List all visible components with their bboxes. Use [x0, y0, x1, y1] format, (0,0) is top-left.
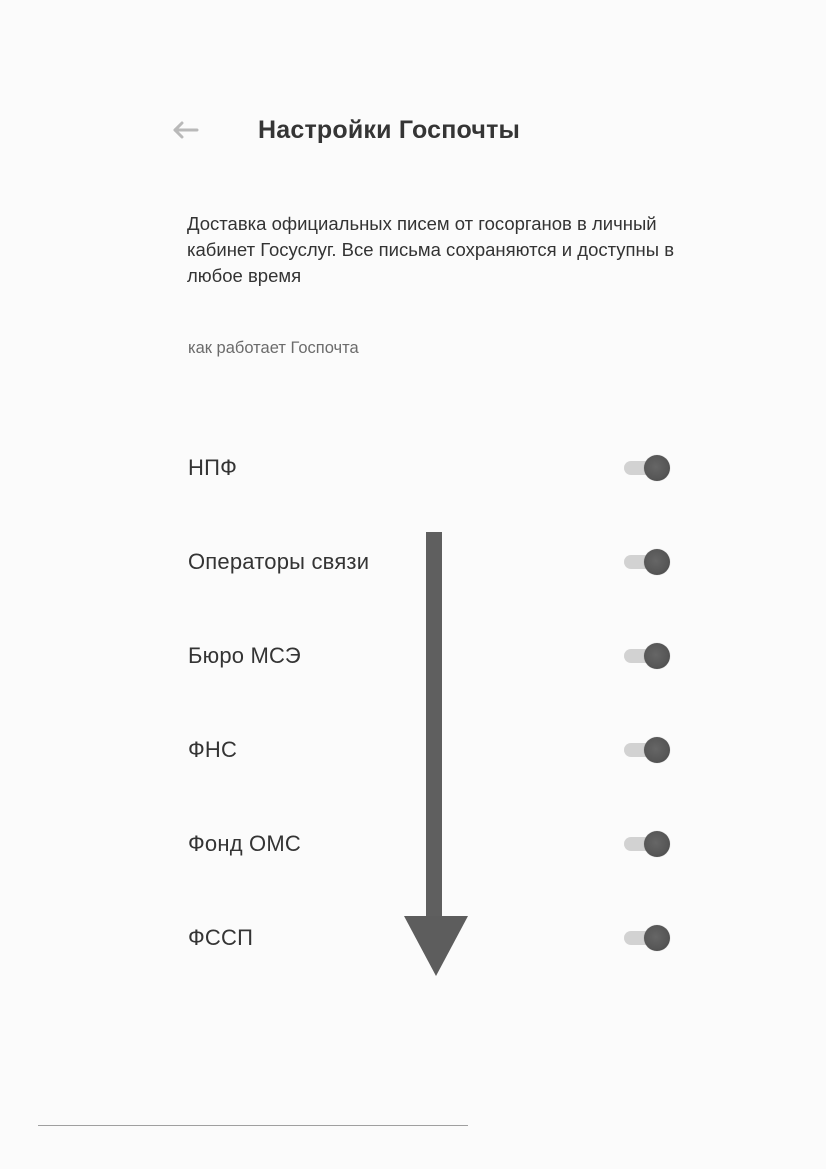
- toggle-knob: [644, 549, 670, 575]
- page-title: Настройки Госпочты: [258, 116, 521, 144]
- how-it-works-link[interactable]: как работает Госпочта: [188, 339, 359, 357]
- toggle-npf[interactable]: [620, 454, 680, 480]
- settings-row-label: ФНС: [188, 737, 238, 762]
- settings-row-label: Операторы связи: [188, 549, 370, 574]
- toggle-foms[interactable]: [620, 830, 680, 856]
- arrow-left-icon: [171, 120, 199, 140]
- toggle-fssp[interactable]: [620, 924, 680, 950]
- header: [170, 110, 630, 154]
- toggle-knob: [644, 831, 670, 857]
- bottom-divider: [38, 1125, 468, 1126]
- toggle-operators[interactable]: [620, 548, 680, 574]
- settings-row-label: ФССП: [188, 925, 254, 950]
- toggle-knob: [644, 643, 670, 669]
- toggle-knob: [644, 925, 670, 951]
- settings-row-label: НПФ: [188, 455, 238, 480]
- back-button[interactable]: [170, 118, 200, 142]
- scroll-down-arrow-icon: [404, 532, 468, 976]
- description-text: Доставка официальных писем от госорганов в личный кабинет Госуслуг. Все письма сохраняются и доступны в любое время: [187, 213, 675, 286]
- toggle-knob: [644, 737, 670, 763]
- settings-row-label: Бюро МСЭ: [188, 643, 301, 668]
- settings-row-npf: [188, 440, 688, 498]
- toggle-bureau-mse[interactable]: [620, 642, 680, 668]
- toggle-knob: [644, 455, 670, 481]
- toggle-fns[interactable]: [620, 736, 680, 762]
- settings-row-label: Фонд ОМС: [188, 831, 301, 856]
